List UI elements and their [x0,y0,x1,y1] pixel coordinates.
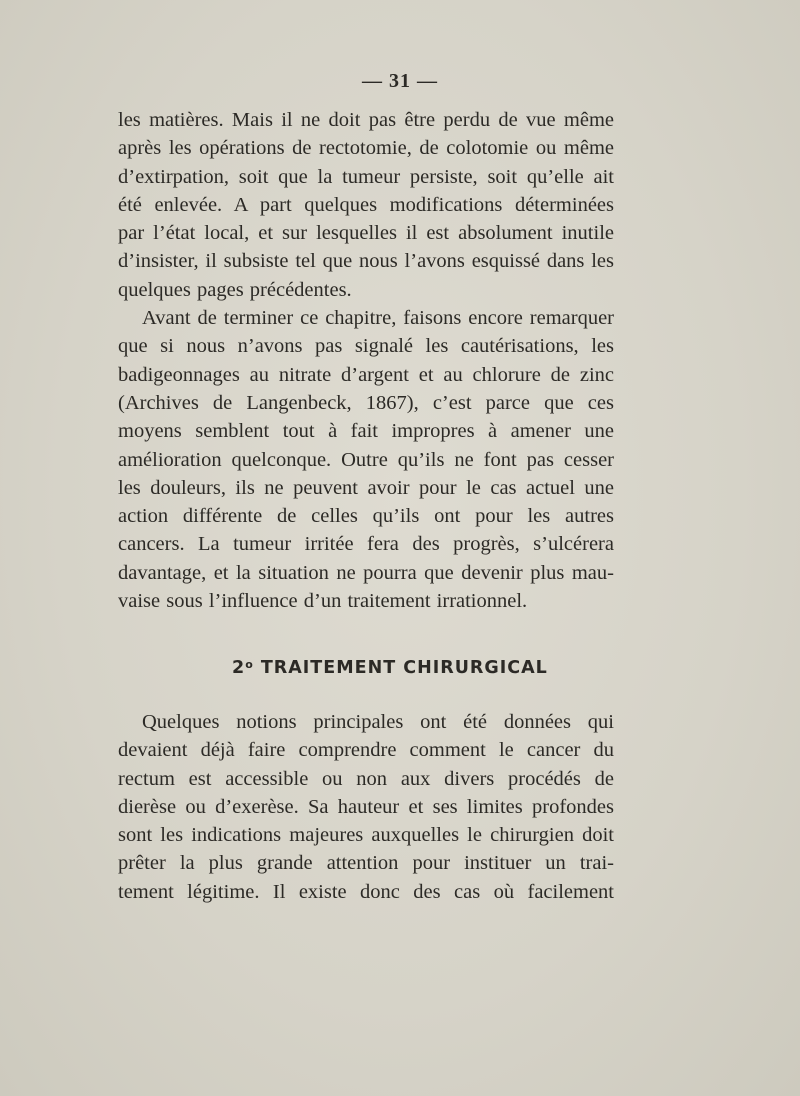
text-line: par l’état local, et sur lesquelles il est absolument inutile [118,222,614,245]
text-line: rectum est accessible ou non aux divers procédés de [118,767,614,790]
text-line: vaise sous l’influence d’un traitement irrationnel. [118,590,528,613]
ordinal-mark: o [245,658,254,671]
text-line: sont les indications majeures auxquelles le chirurgien doit [118,824,614,847]
paragraph-3 [118,708,614,906]
text-line: les douleurs, ils ne peuvent avoir pour le cas actuel une [118,476,614,499]
text-line: quelques pages précédentes. [118,278,352,301]
text-line: après les opérations de rectotomie, de colotomie ou même [118,137,614,160]
text-line: les matières. Mais il ne doit pas être perdu de vue même [118,109,614,131]
text-line: badigeonnages au nitrate d’argent et au chlorure de zinc [118,363,614,386]
page-number: — 31 — [362,70,438,92]
section-heading [232,658,548,678]
text-line: devaient déjà faire comprendre comment le cancer du [118,739,614,762]
text-line: amélioration quelconque. Outre qu’ils ne font pas cesser [118,448,614,471]
text-line: d’extirpation, soit que la tumeur persiste, soit qu’elle ait [118,165,614,188]
text-line: prêter la plus grande attention pour instituer un trai- [118,852,614,875]
text-line: cancers. La tumeur irritée fera des progrès, s’ulcérera [118,533,614,556]
paragraph-1 [118,106,614,615]
text-line: Quelques notions principales ont été données qui [142,711,614,733]
text-line: action différente de celles qu’ils ont pour les autres [118,505,614,528]
text-line: été enlevée. A part quelques modifications déterminées [118,193,614,216]
text-line: davantage, et la situation ne pourra que devenir plus mau- [118,561,614,584]
text-line: Avant de terminer ce chapitre, faisons encore remarquer [142,307,614,330]
text-line: (Archives de Langenbeck, 1867), c’est parce que ces [118,391,614,414]
text-line: tement légitime. Il existe donc des cas où facilement [118,880,614,903]
text-line: d’insister, il subsiste tel que nous l’avons esquissé dans les [118,250,614,273]
section-number: 2 [232,658,246,678]
section-title: TRAITEMENT CHIRURGICAL [260,658,548,678]
text-line: dierèse ou d’exerèse. Sa hauteur et ses limites profondes [118,795,614,818]
text-line: que si nous n’avons pas signalé les cautérisations, les [118,335,614,358]
text-line: moyens semblent tout à fait impropres à amener une [118,420,614,443]
